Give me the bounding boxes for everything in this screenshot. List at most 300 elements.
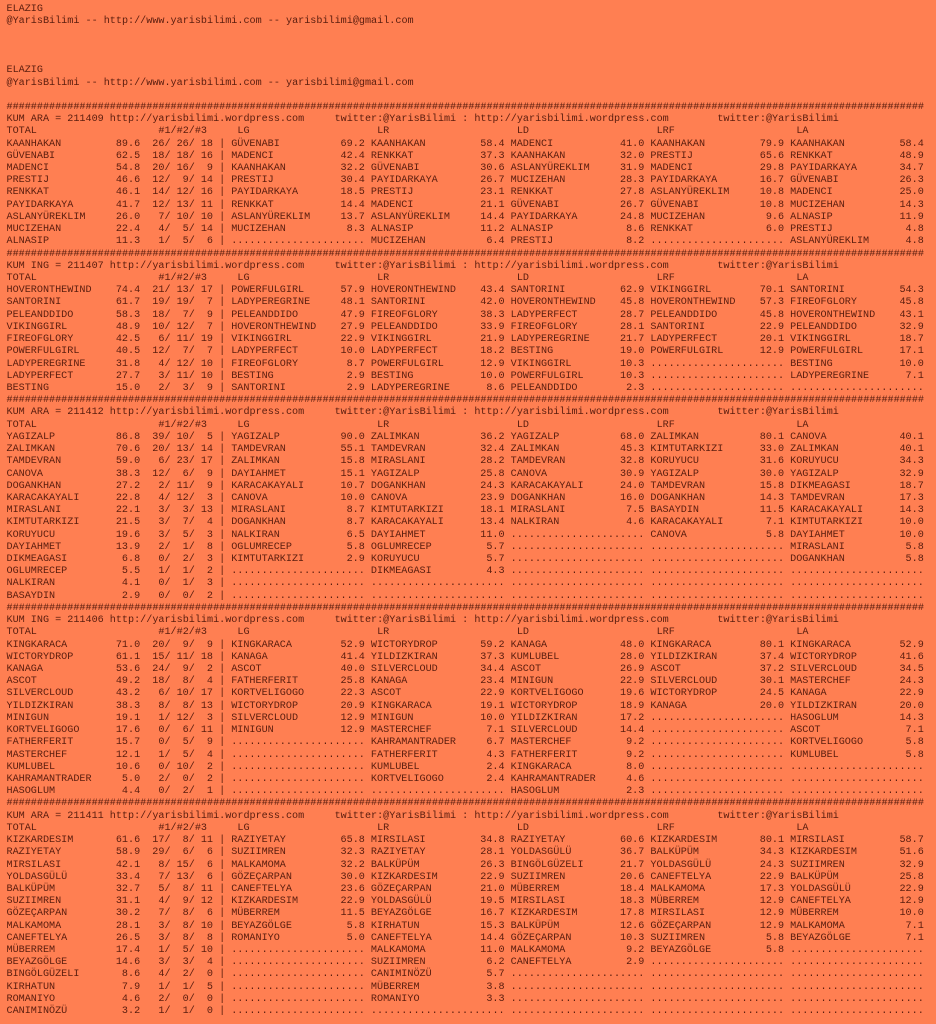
column-header-places: #1/#2/#3 [158,627,207,639]
lg-value: 12.9 [340,725,365,737]
column-separator: | [219,138,226,150]
lr-cell [371,517,511,529]
lg-horse-name: BEYAZGÖLGE [231,920,292,932]
lr-horse-name: OGLUMRECEP [370,541,432,553]
place-separator: / [188,163,195,175]
la-value: 10.0 [899,908,924,920]
lr-horse-name: MÜBERREM [370,981,420,993]
lr-value: 16.7 [480,908,505,920]
column-separator: | [219,224,226,236]
total-score: 54.8 [115,163,141,175]
la-horse-name: HOVERONTHEWIND [790,309,876,321]
total-score: 42.1 [115,859,141,871]
place-2-count: 12 [176,321,189,333]
column-separator: | [219,370,226,382]
place-2-count: 7 [182,517,189,529]
place-2-count: 11 [176,651,189,663]
la-cell [790,224,930,236]
total-score: 22.8 [115,492,141,504]
lg-cell [231,200,371,212]
lr-horse-name: HOVERONTHEWIND [370,285,456,297]
ld-value: 2.9 [626,957,645,969]
lg-horse-name: FIREOFGLORY [231,358,299,370]
place-3-count: 16 [200,150,213,162]
ld-cell [511,969,651,981]
lrf-horse-name: GÖZEÇARPAN [650,920,712,932]
ld-cell [511,982,651,994]
lr-value: 13.4 [480,517,505,529]
place-3-count: 18 [200,138,213,150]
lg-horse-name: KIMTUTARKIZI [231,554,305,566]
la-horse-name: PRESTIJ [790,224,833,236]
la-cell [790,469,930,481]
ld-horse-name: PAYIDARKAYA [510,211,578,223]
la-cell [790,322,930,334]
la-horse-name: DAYIAHMET [790,529,845,541]
lg-value: 22.9 [340,896,365,908]
lg-value: 2.9 [346,554,365,566]
total-score: 43.2 [115,688,141,700]
place-1-count: 2 [158,382,165,394]
total-score: 40.5 [115,346,141,358]
lg-value: 48.1 [340,297,365,309]
la-value: 40.1 [899,444,924,456]
place-1-count: 18 [152,676,165,688]
horse-name: SILVERCLOUD [6,688,74,700]
place-3-count: 19 [200,334,213,346]
lg-cell [231,224,371,236]
la-horse-name: POWERFULGIRL [790,346,864,358]
place-2-count: 13 [176,444,189,456]
lrf-horse-name: CANOVA [650,529,687,541]
lr-cell [371,872,511,884]
la-horse-name: LADYPEREGRINE [790,370,870,382]
ld-cell [511,505,651,517]
horse-name: BALKÜPÜM [6,883,56,895]
la-cell [790,713,930,725]
lr-cell [371,969,511,981]
place-separator: / [164,187,171,199]
la-cell [790,493,930,505]
lg-cell [231,591,371,603]
lg-horse-name: WICTORYDROP [231,700,299,712]
lg-cell [231,371,371,383]
blog-url: http://yarisbilimi.wordpress.com [109,615,305,627]
place-separator: / [188,382,195,394]
horse-name: GÖZEÇARPAN [6,908,68,920]
place-separator: / [164,981,171,993]
lg-value: 30.0 [340,871,365,883]
la-value: 34.5 [899,664,924,675]
la-cell [790,896,930,908]
lr-cell [371,688,511,700]
horse-name: WICTORYDROP [6,651,74,663]
lr-cell [371,139,511,151]
lrf-horse-name: SILVERCLOUD [650,676,718,688]
lg-value: 65.8 [340,835,365,847]
empty-filler: ...................... [510,578,645,590]
total-score: 26.0 [115,211,141,223]
lrf-cell [650,750,790,762]
place-1-count: 18 [152,150,165,162]
column-separator: | [219,517,226,529]
la-value: 41.6 [899,651,924,663]
table-row [7,200,936,212]
place-1-count: 5 [158,883,165,895]
la-value: 58.4 [899,138,924,150]
lrf-value: 7.1 [765,517,785,529]
place-3-count: 3 [206,712,213,724]
lr-cell [371,884,511,896]
place-1-count: 4 [158,358,165,370]
place-2-count: 8 [182,920,189,932]
la-horse-name: RENKKAT [790,150,833,162]
ld-horse-name: POWERFULGIRL [510,370,584,382]
lrf-cell [650,713,790,725]
empty-filler: ...................... [650,236,785,248]
empty-filler: ...................... [231,578,365,590]
la-value: 5.8 [905,749,924,761]
ld-cell [511,933,651,945]
place-separator: / [164,199,171,211]
place-1-count: 4 [158,492,165,504]
lg-horse-name: ASCOT [231,664,262,675]
total-score: 22.4 [115,224,141,236]
la-horse-name: KUMLUBEL [790,749,839,761]
lg-value: 25.8 [340,676,365,688]
place-3-count: 6 [206,236,213,248]
lg-value: 6.5 [346,529,365,541]
place-2-count: 11 [176,480,189,492]
total-score: 46.6 [115,175,141,187]
place-3-count: 4 [206,517,213,529]
ld-cell [511,713,651,725]
la-cell [790,444,930,456]
place-1-count: 29 [152,847,165,859]
total-score: 13.9 [115,541,141,553]
total-score: 19.6 [115,529,141,541]
lrf-value: 16.7 [759,175,785,187]
column-separator: | [219,993,226,1005]
blank-line [7,90,936,102]
place-1-count: 7 [158,211,165,223]
lrf-cell [650,578,790,590]
ld-value: 10.3 [620,370,645,382]
empty-filler: ...................... [510,969,645,981]
lg-value: 27.9 [340,321,365,333]
lr-value: 43.4 [480,285,505,297]
place-separator: / [188,199,195,211]
table-row [7,835,936,847]
place-1-count: 4 [158,224,165,236]
total-score: 4.6 [121,993,141,1005]
table-row [7,933,936,945]
ld-horse-name: PELEANDDIDO [510,382,578,394]
lrf-cell [650,786,790,798]
lrf-cell [650,334,790,346]
blog-url: http://yarisbilimi.wordpress.com [474,407,669,419]
total-score: 31.1 [115,896,141,908]
place-separator: / [188,321,195,333]
la-cell [790,359,930,371]
place-1-count: 0 [158,737,165,749]
la-value: 17.1 [899,346,924,358]
column-separator: | [219,847,226,859]
lrf-value: 17.3 [759,883,785,895]
place-separator: / [164,993,171,1005]
ld-horse-name: FATHERFERIT [510,749,578,761]
column-header-ld: LD [516,273,529,284]
place-3-count: 4 [206,749,213,761]
place-separator: / [164,664,171,675]
place-separator: / [188,664,195,675]
lrf-horse-name: KORUYUCU [650,456,699,468]
total-score: 42.5 [115,334,141,346]
lg-cell [231,322,371,334]
total-score: 41.7 [115,199,141,211]
la-value: 24.3 [899,676,924,688]
race-header-line [7,407,936,419]
column-header-line [7,126,936,138]
la-cell [790,969,930,981]
ld-horse-name: DOGANKHAN [510,492,566,504]
lrf-value: 70.1 [759,285,785,297]
la-cell [790,517,930,529]
lr-cell [371,163,511,175]
lg-horse-name: KORTVELIGOGO [231,688,305,700]
lrf-value: 12.9 [759,346,785,358]
ld-horse-name: HASOGLUM [510,786,560,798]
place-separator: / [188,468,195,480]
la-value: 43.1 [899,309,924,321]
ld-horse-name: ALNASIP [510,224,554,236]
lg-value: 8.7 [346,517,365,529]
ld-value: 28.7 [620,309,645,321]
lg-horse-name: POWERFULGIRL [231,285,305,297]
place-1-count: 1 [158,566,165,578]
lr-horse-name: YAGIZALP [370,468,420,480]
place-3-count: 2 [206,773,213,785]
place-separator: / [164,700,171,712]
lg-horse-name: SILVERCLOUD [231,712,299,724]
place-separator: / [188,871,195,883]
lr-horse-name: TAMDEVRAN [370,444,426,456]
lrf-cell [650,530,790,542]
lrf-cell [650,640,790,652]
horse-name: ZALIMKAN [6,444,56,456]
empty-filler: ...................... [510,554,645,566]
la-value: 32.9 [899,321,924,333]
place-2-count: 13 [176,199,189,211]
place-separator: / [188,908,195,920]
ld-cell [511,872,651,884]
place-3-count: 9 [206,480,213,492]
lrf-cell [650,285,790,297]
lrf-cell [650,762,790,774]
place-2-count: 7 [182,346,189,358]
empty-filler: ...................... [370,1006,505,1018]
la-cell [790,151,930,163]
column-separator: | [219,639,226,651]
ld-cell [511,175,651,187]
lr-horse-name: ASLANYÜREKLIM [370,211,450,223]
horse-name: TAMDEVRAN [6,456,62,468]
lr-horse-name: PELEANDDIDO [370,321,438,333]
lr-value: 18.1 [480,505,505,517]
lg-cell [231,921,371,933]
ld-horse-name: SANTORINI [510,285,566,297]
lr-value: 25.8 [480,468,505,480]
lr-cell [371,676,511,688]
la-horse-name: KARACAKAYALI [790,505,864,517]
lrf-cell [650,444,790,456]
place-separator: / [188,578,195,590]
lr-cell [371,371,511,383]
place-1-count: 17 [152,835,165,847]
table-row [7,725,936,737]
column-separator: | [219,920,226,932]
place-3-count: 13 [200,505,213,517]
lrf-cell [650,456,790,468]
place-separator: / [164,517,171,529]
hash-separator: ####################################################################################################################################################### [6,798,924,810]
blog-url: http://yarisbilimi.wordpress.com [474,114,669,126]
lrf-value: 20.0 [759,700,785,712]
place-2-count: 1 [182,981,189,993]
lrf-cell [650,163,790,175]
total-score: 32.7 [115,883,141,895]
place-separator: / [164,578,171,590]
place-separator: / [188,957,195,969]
horse-name: PELEANDDIDO [6,309,74,321]
la-value: 22.9 [899,688,924,700]
total-score: 19.1 [115,712,141,724]
lg-horse-name: HOVERONTHEWIND [231,321,317,333]
table-row [7,542,936,554]
lg-value: 55.1 [340,444,365,456]
lr-cell [371,236,511,248]
lg-value: 23.6 [340,883,365,895]
horse-name: KIMTUTARKIZI [6,517,80,529]
column-separator: | [219,236,226,248]
lg-cell [231,493,371,505]
place-3-count: 11 [200,883,213,895]
column-separator: | [219,712,226,724]
horse-name: KINGKARACA [6,639,68,651]
place-1-count: 3 [158,370,165,382]
la-value: 7.1 [905,920,924,932]
blog-url: http://yarisbilimi.wordpress.com [109,260,305,272]
total-score: 61.7 [115,297,141,309]
place-3-count: 16 [200,187,213,199]
la-value: 25.0 [899,187,924,199]
place-3-count: 14 [200,175,213,187]
ld-cell [511,725,651,737]
place-3-count: 17 [200,285,213,297]
column-separator: | [219,737,226,749]
lg-value: 22.9 [340,334,365,346]
lg-cell [231,737,371,749]
place-separator: / [188,175,195,187]
lr-value: 36.2 [480,431,505,443]
la-cell [790,872,930,884]
ld-horse-name: KANAGA [510,639,548,651]
la-cell [790,676,930,688]
lg-horse-name: VIKINGGIRL [231,334,292,346]
place-separator: / [188,920,195,932]
column-separator: | [219,297,226,309]
lr-horse-name: BEYAZGÖLGE [370,908,432,920]
lr-cell [371,554,511,566]
la-value: 11.9 [899,211,924,223]
place-3-count: 10 [200,945,213,957]
la-horse-name: ZALIMKAN [790,444,839,456]
lr-value: 12.9 [480,358,505,370]
ld-cell [511,578,651,590]
lrf-cell [650,737,790,749]
la-value: 14.3 [899,505,924,517]
total-score: 17.6 [115,725,141,737]
place-3-count: 3 [206,529,213,541]
table-row [7,175,936,187]
horse-name: BEYAZGÖLGE [6,957,68,969]
lg-horse-name: DOGANKHAN [231,517,286,529]
lr-value: 14.4 [480,932,505,944]
place-2-count: 0 [182,773,189,785]
lg-cell [231,163,371,175]
ld-horse-name: ASCOT [510,664,542,675]
place-2-count: 10 [176,211,189,223]
ld-horse-name: KINGKARACA [510,761,572,773]
la-value: 7.1 [905,370,924,382]
lrf-value: 80.1 [759,431,785,443]
lr-horse-name: KORTVELIGOGO [370,773,444,785]
lg-value: 32.3 [340,847,365,859]
lg-value: 30.4 [340,175,365,187]
la-cell [790,139,930,151]
horse-name: SANTORINI [6,297,62,309]
lg-cell [231,212,371,224]
lr-value: 38.3 [480,309,505,321]
lr-cell [371,994,511,1006]
lrf-value: 15.8 [759,480,785,492]
lg-value: 5.8 [346,541,365,553]
empty-filler: ...................... [650,786,785,798]
place-separator: / [188,444,195,456]
column-separator: | [219,321,226,333]
ld-horse-name: CANEFTELYA [510,957,572,969]
lg-value: 8.7 [346,505,365,517]
place-separator: / [164,309,171,321]
twitter-handle: twitter:@YarisBilimi [334,407,457,419]
place-separator: / [164,236,171,248]
place-separator: / [188,932,195,944]
ld-value: 32.8 [620,456,645,468]
la-value: 48.9 [899,150,924,162]
lrf-value: 6.0 [765,224,785,236]
ld-cell [511,957,651,969]
la-cell [790,163,930,175]
horse-name: PAYIDARKAYA [6,199,74,211]
ld-horse-name: MADENCI [510,138,554,150]
place-2-count: 1 [182,541,189,553]
place-separator: / [188,773,195,785]
ld-horse-name: GÖZEÇARPAN [510,932,572,944]
place-1-count: 0 [158,554,165,566]
ld-cell [511,236,651,248]
place-3-count: 13 [200,700,213,712]
la-horse-name: MIRSILASI [790,835,845,847]
